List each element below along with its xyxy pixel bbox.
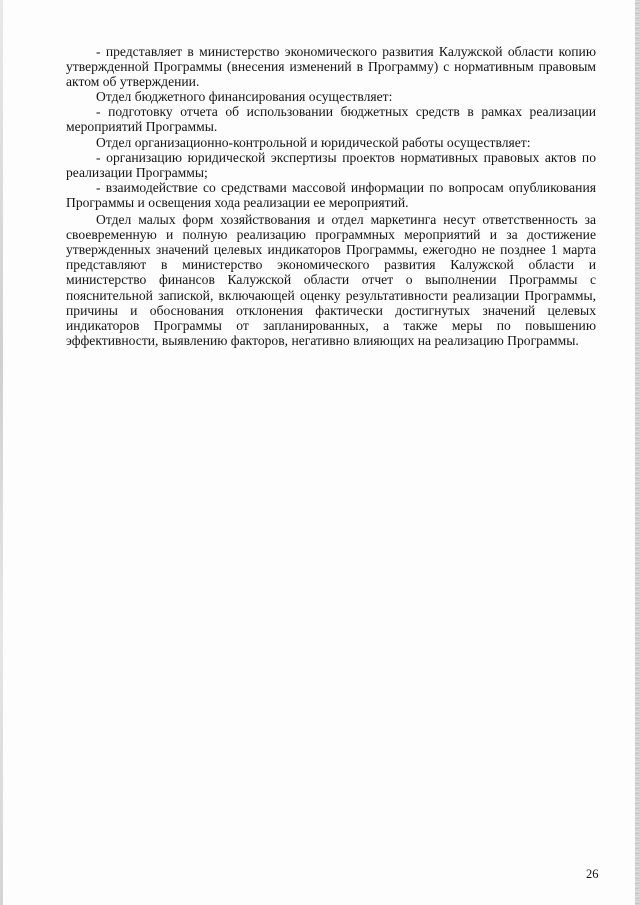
paragraph-budget-department: Отдел бюджетного финансирования осуществляет: [96, 89, 393, 105]
body-text [66, 44, 596, 348]
page-number: 26 [586, 867, 599, 881]
paragraph-legal-department: Отдел организационно-контрольной и юридической работы осуществляет: [96, 134, 531, 150]
paragraph-legal-expertise: - организацию юридической экспертизы проектов нормативных правовых актов по реализации Программы; [66, 149, 596, 180]
scan-edge-right [635, 0, 639, 905]
paragraph-budget-report: - подготовку отчета об использовании бюджетных средств в рамках реализации мероприятий Программы. [66, 104, 596, 135]
scan-edge-left [0, 0, 3, 905]
paragraph-media-interaction: - взаимодействие со средствами массовой информации по вопросам опубликования Программы и освещения хода реализации ее мероприятий. [66, 179, 596, 210]
paragraph-submit-program: - представляет в министерство экономического развития Калужской области копию утвержденной Программы (внесения изменений в Программу) с нормативным правовым актом об утверждении. [66, 44, 596, 90]
paragraph-responsibility: Отдел малых форм хозяйствования и отдел маркетинга несут ответственность за своевременную и полную реализацию программных мероприятий и за достижение утвержденных значений целевых индикаторов Программы, ежегодно не позднее 1 марта представляют в министерство экономического развития Калужской области и министерство финансов Калужской области отчет о выполнении Программы с пояснительной запиской, включающей оценку результативности реализации Программы, причины и обоснования отклонения фактически достигнутых значений целевых индикаторов Программы от запланированных, а также меры по повышению эффективности, выявлению факторов, негативно влияющих на реализацию Программы. [66, 212, 596, 348]
